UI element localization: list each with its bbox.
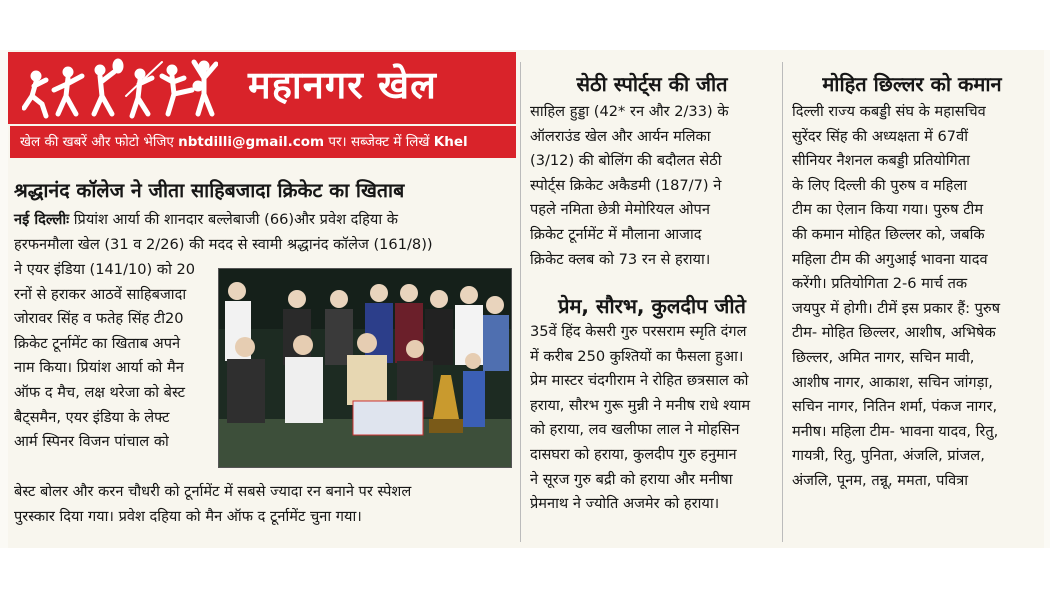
text-line: ने सूरज गुरु बद्री को हराया और मनीषा	[530, 470, 733, 488]
text-line: जयपुर में होगी। टीमें इस प्रकार हैं: पुरुष	[792, 299, 1001, 317]
text-line: करेंगी। प्रतियोगिता 2-6 मार्च तक	[792, 275, 968, 293]
text-line: सचिन नागर, नितिन शर्मा, पंकज नागर,	[792, 398, 998, 416]
top-margin	[0, 0, 1050, 50]
text-line: महिला टीम की अगुआई भावना यादव	[792, 250, 988, 268]
text-line: दासघरा को हराया, कुलदीप गुरु हनुमान	[530, 445, 737, 463]
main-line-1: नई दिल्लीः प्रियांश आर्या की शानदार बल्लेबाजी (66)और प्रवेश दहिया के	[14, 211, 399, 228]
column-divider	[782, 62, 783, 542]
mohit-article-body	[792, 100, 1042, 494]
text-line: नाम किया। प्रियांश आर्या को मैन	[14, 359, 184, 377]
text-line: गायत्री, रितु, पुनिता, अंजलि, प्रांजल,	[792, 447, 985, 465]
team-photo-illustration	[219, 269, 511, 467]
text-line: प्रेम मास्टर चंदगीराम ने रोहित छत्रसाल को	[530, 372, 749, 390]
text-line: बेस्ट बोलर और करन चौधरी को टूर्नामेंट में सबसे ज्यादा रन बनाने पर स्पेशल	[14, 483, 412, 500]
running-athlete-icon	[24, 71, 46, 116]
text-line: स्पोर्ट्स क्रिकेट अकैडमी (187/7) ने	[530, 176, 722, 194]
text-line: सुरेंदर सिंह की अध्यक्षता में 67वीं	[792, 127, 968, 145]
text-line: आर्म स्पिनर विजन पांचाल को	[14, 433, 169, 451]
submission-tagline	[10, 126, 516, 158]
javelin-thrower-icon	[126, 62, 162, 116]
text-line: को हराया, लव खलीफा लाल ने मोहसिन	[530, 421, 740, 439]
main-article-intro	[14, 208, 514, 257]
text-line: छिल्लर, अमित नागर, सचिन मावी,	[792, 348, 975, 366]
text-line: ऑलराउंड खेल और आर्यन मलिका	[530, 127, 711, 145]
text-line: के लिए दिल्ली की पुरुष व महिला	[792, 176, 968, 194]
text-line: क्रिकेट क्लब को 73 रन से हराया।	[530, 250, 711, 268]
mohit-headline: मोहित छिल्लर को कमान	[822, 72, 1002, 96]
kicking-player-icon	[162, 65, 203, 114]
main-headline: श्रद्धानंद कॉलेज ने जीता साहिबजादा क्रिकेट का खिताब	[14, 179, 405, 202]
team-photo	[218, 268, 512, 468]
tagline-middle: पर। सब्जेक्ट में लिखें	[328, 134, 430, 150]
text-line: अंजलि, पूनम, तन्नू, ममता, पवित्रा	[792, 471, 969, 489]
tagline-email: nbtdilli@gmail.com	[178, 134, 325, 150]
main-article-left-column	[14, 258, 219, 455]
main-article-conclusion	[14, 480, 514, 529]
sethi-article-body	[530, 100, 780, 272]
text-line: दिल्ली राज्य कबड्डी संघ के महासचिव	[792, 103, 986, 120]
tagline-prefix: खेल की खबरें और फोटो भेजिए	[20, 134, 174, 150]
text-line: पुरस्कार दिया गया। प्रवेश दहिया को मैन ऑफ द टूर्नामेंट चुना गया।	[14, 507, 362, 525]
text-line: बैट्समैन, एयर इंडिया के लेफ्ट	[14, 408, 170, 426]
discus-thrower-icon	[54, 67, 82, 114]
text-line: (3/12) की बोलिंग की बदौलत सेठी	[530, 152, 722, 170]
text-line: क्रिकेट टूर्नामेंट का खिताब अपने	[14, 334, 181, 352]
text-line: साहिल हुड्डा (42* रन और 2/33) के	[530, 103, 729, 120]
text-line: जोरावर सिंह व फतेह सिंह टी20	[14, 310, 184, 328]
dateline: नई दिल्लीः	[14, 211, 70, 228]
text-line: रनों से हराकर आठवें साहिबजादा	[14, 285, 187, 303]
text-line: प्रेमनाथ ने ज्योति अजमेर को हराया।	[530, 495, 720, 513]
text-line: क्रिकेट टूर्नामेंट में मौलाना आजाद	[530, 225, 702, 243]
tagline-keyword: Khel	[433, 134, 468, 150]
sethi-headline: सेठी स्पोर्ट्स की जीत	[576, 72, 728, 96]
text-line: की कमान मोहित छिल्लर को, जबकि	[792, 225, 985, 243]
text-line: में करीब 250 कुश्तियों का फैसला हुआ।	[530, 347, 744, 365]
prem-article-body	[530, 320, 780, 517]
text-line: टीम का ऐलान किया गया। पुरुष टीम	[792, 201, 984, 219]
column-divider	[520, 62, 521, 542]
text-line: मनीष। महिला टीम- भावना यादव, रितु,	[792, 422, 999, 440]
bottom-margin	[0, 548, 1050, 600]
text-line: टीम- मोहित छिल्लर, आशीष, अभिषेक	[792, 324, 996, 342]
text-line: पहले नमिता छेत्री मेमोरियल ओपन	[530, 201, 710, 219]
tennis-player-icon	[94, 59, 123, 114]
text-line: हराया, सौरभ गुरू मुन्नी ने मनीष राधे श्याम	[530, 396, 751, 414]
main-line-2: हरफनमौला खेल (31 व 2/26) की मदद से स्वामी श्रद्धानंद कॉलेज (161/8))	[14, 235, 433, 253]
prem-headline: प्रेम, सौरभ, कुलदीप जीते	[558, 294, 746, 318]
athlete-silhouettes	[22, 56, 218, 120]
text-line: आशीष नागर, आकाश, सचिन जांगड़ा,	[792, 373, 993, 391]
text-line: 35वें हिंद केसरी गुरु परसराम स्मृति दंगल	[530, 323, 747, 340]
text-line: ने एयर इंडिया (141/10) को 20	[14, 261, 196, 278]
text-line: सीनियर नैशनल कबड्डी प्रतियोगिता	[792, 152, 970, 170]
text-line: ऑफ द मैच, लक्ष थरेजा को बेस्ट	[14, 383, 186, 401]
section-title: महानगर खेल	[248, 63, 437, 107]
